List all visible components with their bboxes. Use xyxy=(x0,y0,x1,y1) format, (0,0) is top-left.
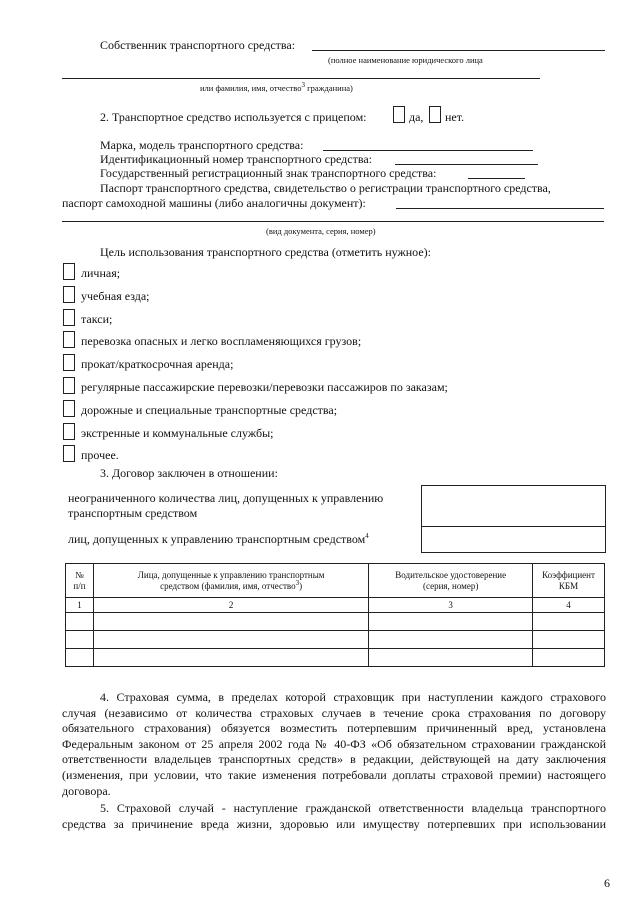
drivers-table xyxy=(65,563,605,667)
table-cell[interactable] xyxy=(533,649,605,667)
purpose-item-label: учебная езда; xyxy=(81,289,150,303)
header-persons: Лица, допущенные к управлению транспортным средством (фамилия, имя, отчество$^3$) xyxy=(93,564,368,598)
vehicle-passport-input-2[interactable] xyxy=(62,221,604,222)
vehicle-reg-label: Государственный регистрационный знак транспортного средства: xyxy=(100,166,437,180)
table-row xyxy=(66,649,605,667)
purpose-item-label: прокат/краткосрочная аренда; xyxy=(81,357,234,371)
purpose-checkbox[interactable] xyxy=(63,263,75,280)
paragraph-line: обязательного страхования) обязуется возместить потерпевшим причиненный вред, установлена xyxy=(62,721,606,736)
trailer-no-label: нет. xyxy=(445,110,465,124)
trailer-no-checkbox[interactable] xyxy=(429,106,441,123)
purpose-checkbox[interactable] xyxy=(63,377,75,394)
drivers-table-header xyxy=(66,564,605,598)
owner-input-line-2[interactable] xyxy=(62,78,540,79)
purpose-item-label: экстренные и коммунальные службы; xyxy=(81,426,274,440)
owner-input-line[interactable] xyxy=(312,50,605,51)
table-cell[interactable] xyxy=(66,631,94,649)
vehicle-reg-input[interactable] xyxy=(468,178,525,179)
table-cell[interactable] xyxy=(66,613,94,631)
purpose-item-label: такси; xyxy=(81,312,113,326)
paragraph-line: ответственности владельцев транспортных средств» в редакции, действующей на дату заключения xyxy=(62,752,606,767)
paragraph-line: Федеральным законом от 25 апреля 2002 года № 40-ФЗ «Об обязательном страховании гражданской xyxy=(62,736,606,751)
purpose-item-label: перевозка опасных и легко воспламеняющихся грузов; xyxy=(81,334,362,348)
owner-label: Собственник транспортного средства: xyxy=(100,38,296,52)
paragraph-line: случая (независимо от количества страховых случаев в течение срока страхования по договору xyxy=(62,705,606,720)
vehicle-vin-input[interactable] xyxy=(395,164,538,165)
purpose-checkbox[interactable] xyxy=(63,445,75,462)
contract-limited-label: лиц, допущенных к управлению транспортным средством$^4$ xyxy=(68,532,369,546)
purpose-checkbox[interactable] xyxy=(63,400,75,417)
col-number-3: 3 xyxy=(369,598,533,613)
table-cell[interactable] xyxy=(93,649,368,667)
purpose-checkbox[interactable] xyxy=(63,309,75,326)
vehicle-doc-hint: (вид документа, серия, номер) xyxy=(266,226,376,236)
trailer-yes-checkbox[interactable] xyxy=(393,106,405,123)
trailer-question: 2. Транспортное средство используется с прицепом: xyxy=(100,110,367,124)
table-row xyxy=(66,631,605,649)
col-number-4: 4 xyxy=(533,598,605,613)
contract-title: 3. Договор заключен в отношении: xyxy=(100,466,278,480)
table-cell[interactable] xyxy=(533,631,605,649)
purpose-checkbox[interactable] xyxy=(63,331,75,348)
paragraph-line: 4. Страховая сумма, в пределах которой страховщик при наступлении каждого страхового xyxy=(100,690,606,704)
header-license: Водительское удостоверение (серия, номер) xyxy=(369,564,533,598)
purpose-checkbox[interactable] xyxy=(63,354,75,371)
vehicle-make-label: Марка, модель транспортного средства: xyxy=(100,138,304,152)
purpose-item-label: дорожные и специальные транспортные средства; xyxy=(81,403,338,417)
vehicle-passport-label-2: паспорт самоходной машины (либо аналогичны документ): xyxy=(62,196,366,210)
col-number-2: 2 xyxy=(93,598,368,613)
vehicle-passport-input[interactable] xyxy=(396,208,604,209)
header-kbm: Коэффициент КБМ xyxy=(533,564,605,598)
vehicle-passport-label-1: Паспорт транспортного средства, свидетельство о регистрации транспортного средства, xyxy=(100,181,551,195)
vehicle-vin-label: Идентификационный номер транспортного средства: xyxy=(100,152,372,166)
purpose-checkbox[interactable] xyxy=(63,286,75,303)
col-number-1: 1 xyxy=(66,598,94,613)
section-4-paragraph xyxy=(62,690,606,799)
owner-hint-legal: (полное наименование юридического лица xyxy=(328,55,483,65)
vehicle-make-input[interactable] xyxy=(323,150,533,151)
purpose-title: Цель использования транспортного средства (отметить нужное): xyxy=(100,245,431,259)
drivers-table-number-row xyxy=(66,598,605,613)
contract-unlimited-box[interactable] xyxy=(421,485,606,527)
purpose-item-label: регулярные пассажирские перевозки/перевозки пассажиров по заказам; xyxy=(81,380,448,394)
table-cell[interactable] xyxy=(93,613,368,631)
paragraph-line: договора. xyxy=(62,783,111,798)
table-cell[interactable] xyxy=(93,631,368,649)
table-cell[interactable] xyxy=(369,631,533,649)
trailer-yes-label: да, xyxy=(409,110,424,124)
paragraph-line: (изменения, при условии, что такие изменения потребовали доплаты страховой премии) настоящего xyxy=(62,767,606,782)
table-cell[interactable] xyxy=(369,613,533,631)
purpose-item-label: прочее. xyxy=(81,448,119,462)
contract-limited-box[interactable] xyxy=(421,526,606,553)
table-row xyxy=(66,613,605,631)
purpose-item-label: личная; xyxy=(81,266,121,280)
table-cell[interactable] xyxy=(66,649,94,667)
section-5-paragraph xyxy=(62,801,606,832)
header-num: № п/п xyxy=(66,564,94,598)
page-number: 6 xyxy=(604,876,610,890)
table-cell[interactable] xyxy=(533,613,605,631)
paragraph-line: средства за причинение вреда жизни, здоровью или имуществу потерпевших при использовании xyxy=(62,816,606,831)
contract-unlimited-label-1: неограниченного количества лиц, допущенных к управлению xyxy=(68,491,384,505)
owner-hint-person: или фамилия, имя, отчество$^3$ гражданина) xyxy=(200,81,353,93)
paragraph-line: 5. Страховой случай - наступление гражданской ответственности владельца транспортного xyxy=(100,801,606,815)
table-cell[interactable] xyxy=(369,649,533,667)
purpose-checkbox[interactable] xyxy=(63,423,75,440)
contract-unlimited-label-2: транспортным средством xyxy=(68,506,198,520)
